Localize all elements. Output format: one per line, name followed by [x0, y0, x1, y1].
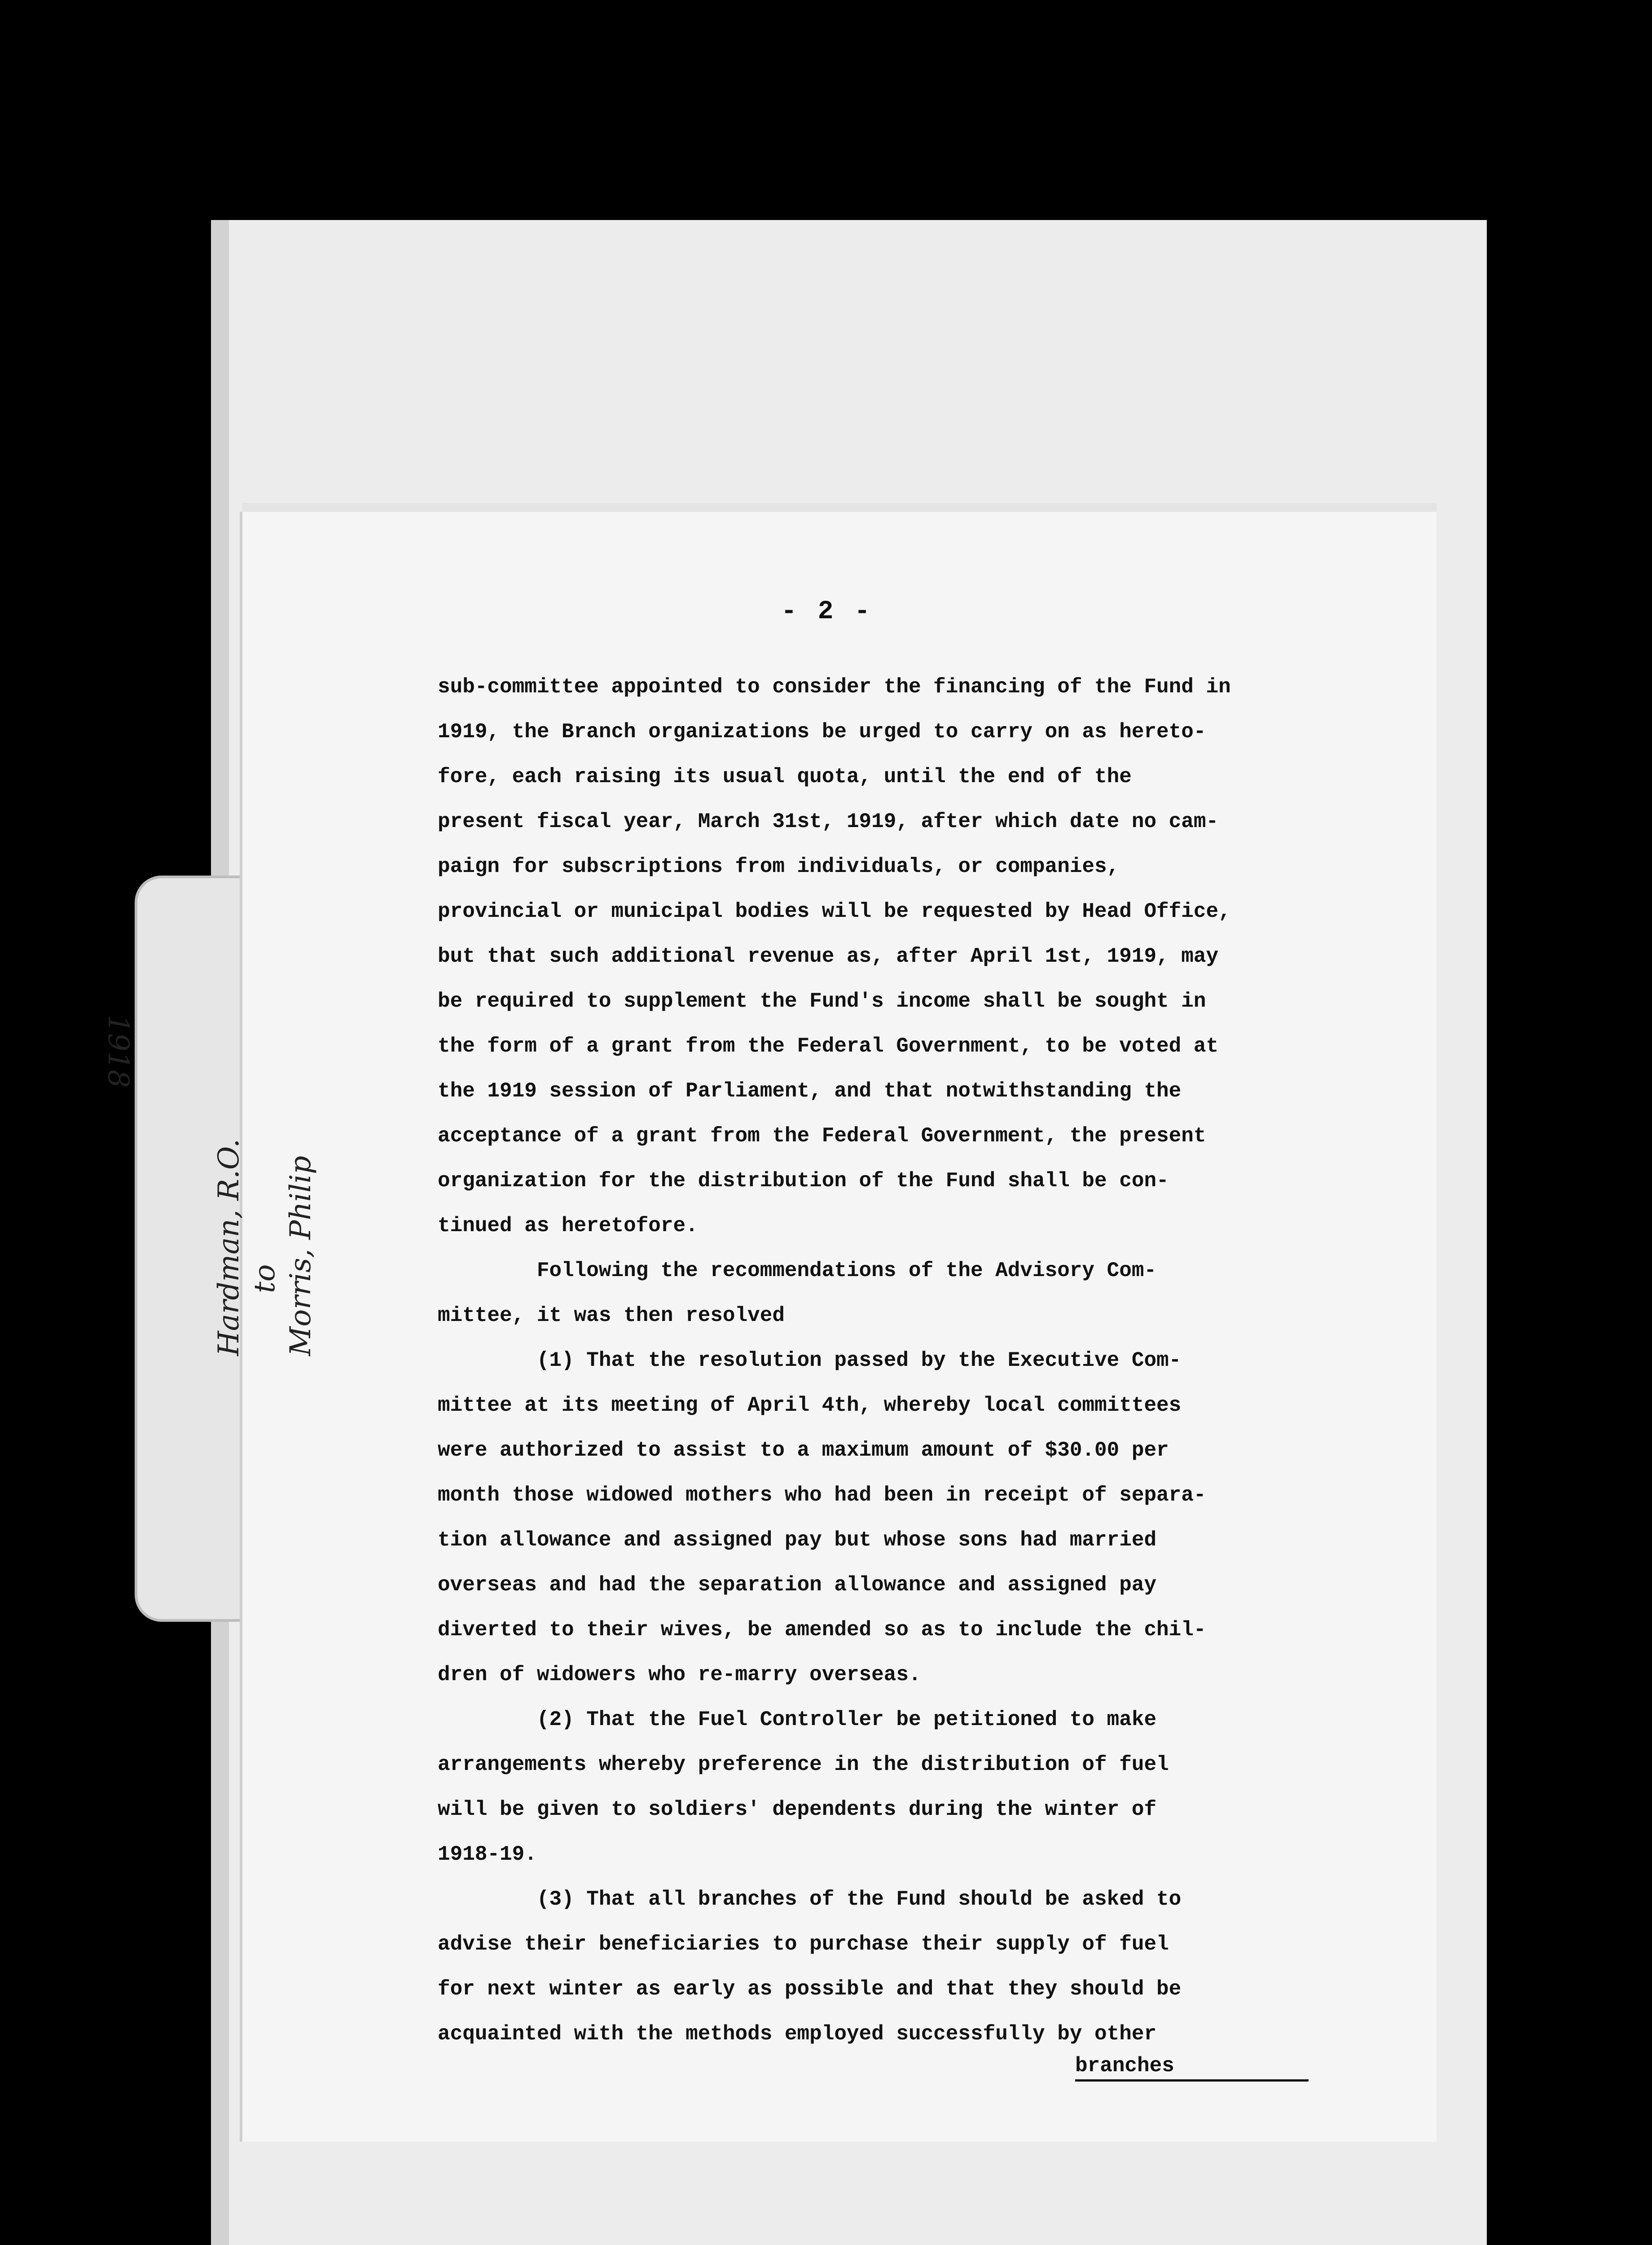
text-line: (1) That the resolution passed by the Executive Com-: [438, 1349, 1182, 1372]
text-line: will be given to soldiers' dependents during the winter of: [438, 1798, 1157, 1821]
text-line: present fiscal year, March 31st, 1919, after which date no cam-: [438, 810, 1219, 833]
text-line: month those widowed mothers who had been in receipt of separa-: [438, 1483, 1206, 1507]
text-line: the 1919 session of Parliament, and that notwithstanding the: [438, 1079, 1182, 1103]
letter-body: [438, 665, 1336, 2056]
text-line: sub-committee appointed to consider the financing of the Fund in: [438, 675, 1231, 699]
text-line: paign for subscriptions from individuals, or companies,: [438, 855, 1120, 878]
text-line: organization for the distribution of the Fund shall be con-: [438, 1169, 1169, 1193]
catchword: branches: [1075, 2054, 1309, 2082]
text-line: mittee at its meeting of April 4th, whereby local committees: [438, 1394, 1182, 1417]
handwritten-year: 1918: [101, 1015, 135, 1088]
text-line: acceptance of a grant from the Federal Government, the present: [438, 1124, 1206, 1148]
text-line: 1919, the Branch organizations be urged to carry on as hereto-: [438, 720, 1206, 744]
text-line: (3) That all branches of the Fund should be asked to: [438, 1888, 1182, 1911]
text-line: the form of a grant from the Federal Government, to be voted at: [438, 1034, 1219, 1058]
handwritten-name-line: Hardman, R.O.: [212, 1139, 246, 1356]
text-line: tion allowance and assigned pay but whose sons had married: [438, 1528, 1157, 1552]
text-line: overseas and had the separation allowance and assigned pay: [438, 1573, 1157, 1597]
text-line: Following the recommendations of the Advisory Com-: [438, 1259, 1157, 1282]
text-line: diverted to their wives, be amended so as to include the chil-: [438, 1618, 1206, 1642]
page-number: - 2 -: [781, 597, 873, 626]
text-line: fore, each raising its usual quota, until the end of the: [438, 765, 1132, 788]
text-line: (2) That the Fuel Controller be petitioned to make: [438, 1708, 1157, 1731]
text-line: dren of widowers who re-marry overseas.: [438, 1663, 921, 1686]
handwritten-name-line: Morris, Philip: [284, 1156, 317, 1356]
text-line: mittee, it was then resolved: [438, 1304, 785, 1327]
text-line: acquainted with the methods employed successfully by other: [438, 2022, 1157, 2046]
text-line: provincial or municipal bodies will be requested by Head Office,: [438, 900, 1231, 923]
text-line: be required to supplement the Fund's income shall be sought in: [438, 990, 1206, 1013]
text-line: but that such additional revenue as, after April 1st, 1919, may: [438, 945, 1219, 968]
text-line: arrangements whereby preference in the distribution of fuel: [438, 1753, 1169, 1776]
text-line: for next winter as early as possible and that they should be: [438, 1977, 1182, 2001]
handwritten-name-line: to: [248, 1264, 281, 1293]
text-line: were authorized to assist to a maximum amount of $30.00 per: [438, 1439, 1169, 1462]
text-line: advise their beneficiaries to purchase their supply of fuel: [438, 1932, 1169, 1956]
handwritten-names: [211, 1042, 319, 1356]
text-line: 1918-19.: [438, 1843, 537, 1866]
text-line: tinued as heretofore.: [438, 1214, 698, 1237]
